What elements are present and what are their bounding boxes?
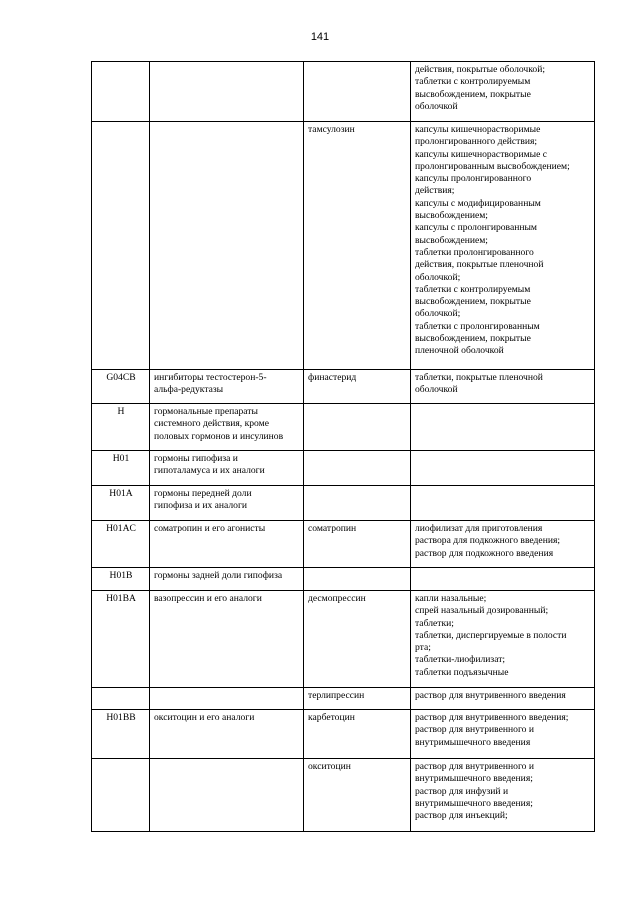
table-row: [92, 451, 595, 486]
table-row: [92, 122, 595, 370]
drug-name-cell: [304, 62, 411, 122]
drug-name-cell: [304, 486, 411, 521]
dosage-forms-cell: раствор для внутривенного введения; раствор для внутривенного и внутримышечного введения: [411, 710, 595, 759]
drug-name-cell: [304, 568, 411, 591]
table-row: [92, 404, 595, 451]
atc-code-cell: H01: [92, 451, 150, 486]
table-row: [92, 759, 595, 832]
drug-name-cell: финастерид: [304, 370, 411, 404]
dosage-forms-cell: действия, покрытые оболочкой; таблетки с контролируемым высвобождением, покрытые оболочкой: [411, 62, 595, 122]
atc-code-cell: H01A: [92, 486, 150, 521]
atc-code-cell: H01AC: [92, 521, 150, 568]
drug-name-cell: [304, 404, 411, 451]
dosage-forms-cell: [411, 568, 595, 591]
dosage-forms-cell: капсулы кишечнорастворимые пролонгированного действия; капсулы кишечнорастворимые с пролонгированным высвобождением; капсулы пролонгированного действия; капсулы с модифицированным высвобождением; капсулы с пролонгированным высвобождением; таблетки пролонгированного действия, покрытые пленочной оболочкой; таблетки с контролируемым высвобождением, покрытые оболочкой; таблетки с пролонгированным высвобождением, покрытые пленочной оболочкой: [411, 122, 595, 370]
table-row: [92, 710, 595, 759]
table-row: [92, 688, 595, 710]
atc-code-cell: [92, 62, 150, 122]
atc-code-cell: H01BA: [92, 591, 150, 688]
drug-table: [91, 61, 595, 832]
drug-name-cell: карбетоцин: [304, 710, 411, 759]
table-row: [92, 568, 595, 591]
drug-name-cell: окситоцин: [304, 759, 411, 832]
atc-code-cell: [92, 688, 150, 710]
atc-code-cell: G04CB: [92, 370, 150, 404]
table-row: [92, 591, 595, 688]
dosage-forms-cell: раствор для внутривенного и внутримышечного введения; раствор для инфузий и внутримышечного введения; раствор для инъекций;: [411, 759, 595, 832]
atc-code-cell: H: [92, 404, 150, 451]
page-number: 141: [310, 31, 330, 43]
dosage-forms-cell: таблетки, покрытые пленочной оболочкой: [411, 370, 595, 404]
pharm-group-cell: гормоны задней доли гипофиза: [150, 568, 304, 591]
table-row: [92, 486, 595, 521]
drug-name-cell: десмопрессин: [304, 591, 411, 688]
dosage-forms-cell: лиофилизат для приготовления раствора для подкожного введения; раствор для подкожного введения: [411, 521, 595, 568]
pharm-group-cell: [150, 759, 304, 832]
atc-code-cell: [92, 122, 150, 370]
table-row: [92, 370, 595, 404]
atc-code-cell: H01BB: [92, 710, 150, 759]
pharm-group-cell: гормоны гипофиза и гипоталамуса и их аналоги: [150, 451, 304, 486]
pharm-group-cell: ингибиторы тестостерон-5- альфа-редуктазы: [150, 370, 304, 404]
pharm-group-cell: окситоцин и его аналоги: [150, 710, 304, 759]
table-row: [92, 521, 595, 568]
drug-name-cell: соматропин: [304, 521, 411, 568]
pharm-group-cell: гормональные препараты системного действия, кроме половых гормонов и инсулинов: [150, 404, 304, 451]
atc-code-cell: H01B: [92, 568, 150, 591]
dosage-forms-cell: [411, 486, 595, 521]
pharm-group-cell: [150, 62, 304, 122]
atc-code-cell: [92, 759, 150, 832]
pharm-group-cell: соматропин и его агонисты: [150, 521, 304, 568]
drug-table-body: [92, 62, 595, 832]
dosage-forms-cell: [411, 404, 595, 451]
pharm-group-cell: [150, 688, 304, 710]
pharm-group-cell: [150, 122, 304, 370]
dosage-forms-cell: раствор для внутривенного введения: [411, 688, 595, 710]
drug-name-cell: терлипрессин: [304, 688, 411, 710]
table-row: [92, 62, 595, 122]
drug-name-cell: [304, 451, 411, 486]
pharm-group-cell: гормоны передней доли гипофиза и их аналоги: [150, 486, 304, 521]
pharm-group-cell: вазопрессин и его аналоги: [150, 591, 304, 688]
dosage-forms-cell: [411, 451, 595, 486]
drug-name-cell: тамсулозин: [304, 122, 411, 370]
dosage-forms-cell: капли назальные; спрей назальный дозированный; таблетки; таблетки, диспергируемые в полости рта; таблетки-лиофилизат; таблетки подъязычные: [411, 591, 595, 688]
